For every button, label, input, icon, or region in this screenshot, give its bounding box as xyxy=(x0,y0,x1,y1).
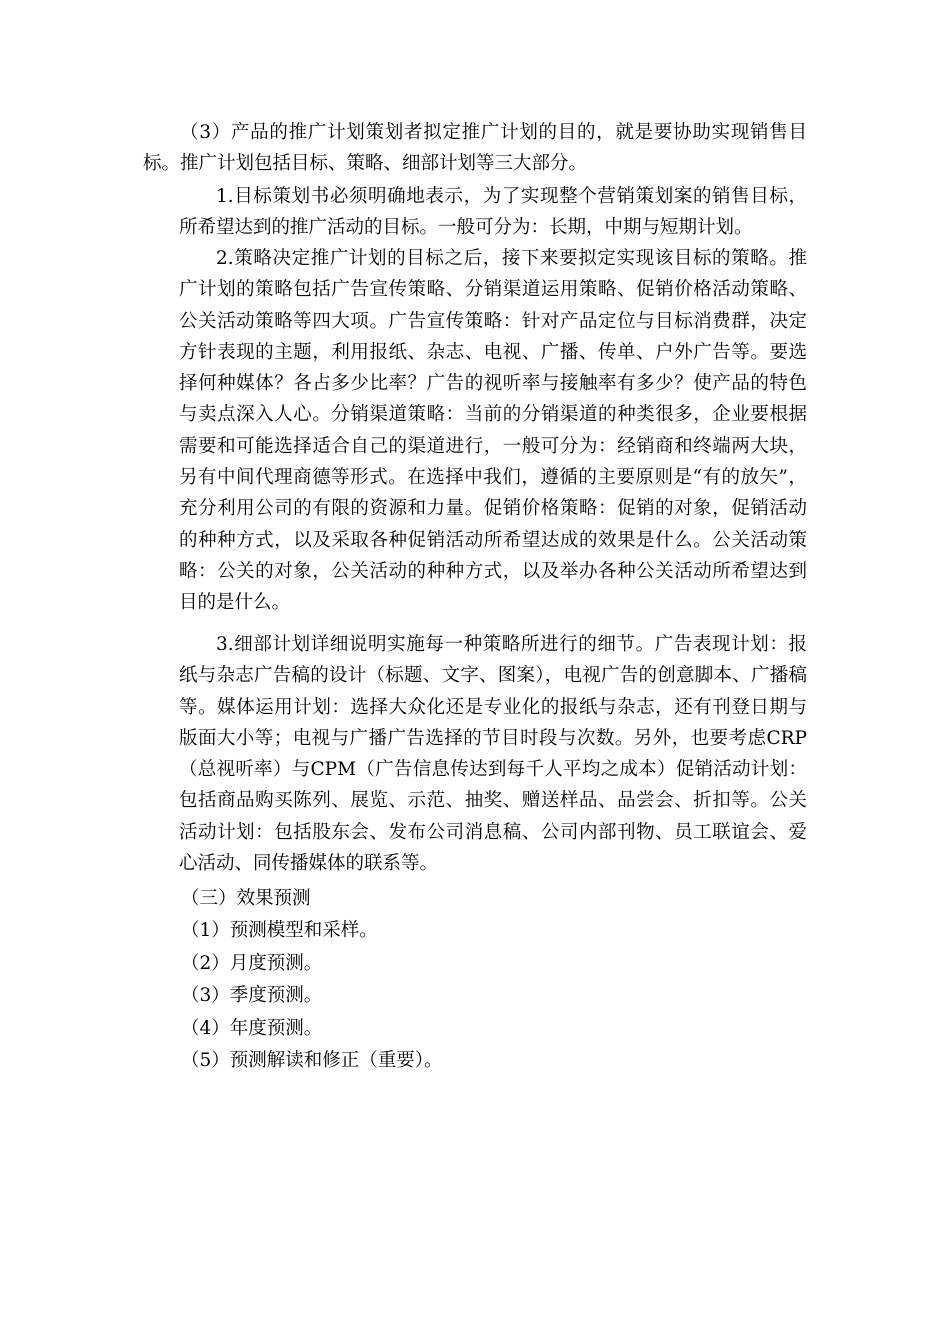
paragraph-detail-plan: 3.细部计划详细说明实施每一种策略所进行的细节。广告表现计划：报纸与杂志广告稿的设计（标题、文字、图案），电视广告的创意脚本、广播稿等。媒体运用计划：选择大众化还是专业化的报纸与杂志，还有刊登日期与版面大小等；电视与广播广告选择的节目时段与次数。另外，也要考虑CRP（总视听率）与CPM（广告信息传达到每千人平均之成本）促销活动计划：包括商品购买陈列、展览、示范、抽奖、赠送样品、品尝会、折扣等。公关活动计划：包括股东会、发布公司消息稿、公司内部刊物、员工联谊会、爱心活动、同传播媒体的联系等。 xyxy=(179,634,807,875)
forecast-item: （2）月度预测。 xyxy=(181,953,323,974)
intro-paragraph: （3）产品的推广计划策划者拟定推广计划的目的，就是要协助实现销售目标。推广计划包括目标、策略、细部计划等三大部分。 xyxy=(143,122,807,175)
paragraph-strategy: 2.策略决定推广计划的目标之后，接下来要拟定实现该目标的策略。推广计划的策略包括广告宣传策略、分销渠道运用策略、促销价格活动策略、公关活动策略等四大项。广告宣传策略：针对产品定位与目标消费群，决定方针表现的主题，利用报纸、杂志、电视、广播、传单、户外广告等。要选择何种媒体？各占多少比率？广告的视听率与接触率有多少？使产品的特色与卖点深入人心。分销渠道策略：当前的分销渠道的种类很多，企业要根据需要和可能选择适合自己的渠道进行，一般可分为：经销商和终端两大块，另有中间代理商德等形式。在选择中我们，遵循的主要原则是“有的放矢”，充分利用公司的有限的资源和力量。促销价格策略：促销的对象，促销活动的种种方式，以及采取各种促销活动所希望达成的效果是什么。公关活动策略：公关的对象，公关活动的种种方式，以及举办各种公关活动所希望达到目的是什么。 xyxy=(179,248,807,614)
paragraph-goal: 1.目标策划书必须明确地表示，为了实现整个营销策划案的销售目标，所希望达到的推广活动的目标。一般可分为：长期，中期与短期计划。 xyxy=(179,186,807,239)
forecast-item: （1）预测模型和采样。 xyxy=(181,920,378,941)
forecast-item: （5）预测解读和修正（重要）。 xyxy=(181,1050,443,1071)
section-heading: （三）效果预测 xyxy=(181,888,311,909)
forecast-item: （4）年度预测。 xyxy=(181,1018,323,1039)
forecast-item: （3）季度预测。 xyxy=(181,985,323,1006)
